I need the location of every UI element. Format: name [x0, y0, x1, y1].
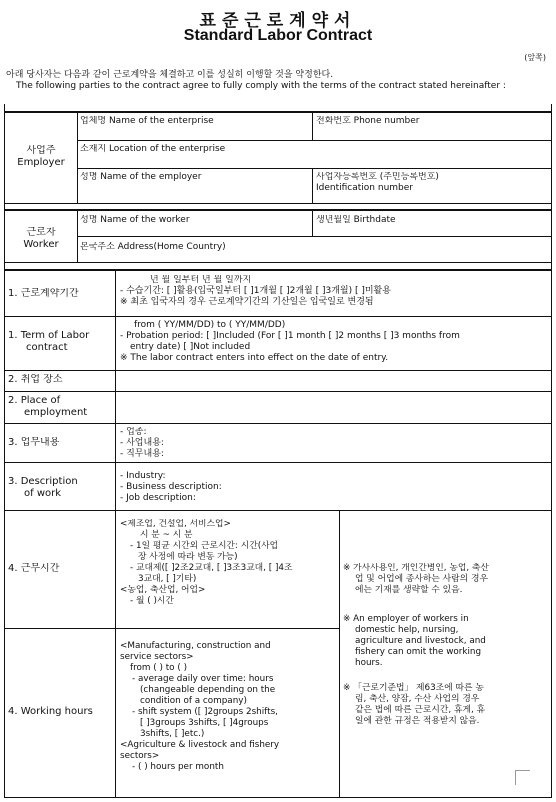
shift-en: - shift system ([ ]2groups 2shifts, — [132, 707, 278, 717]
place-label-en-line-2: employment — [24, 407, 88, 418]
labor-act-note-ko-cont-3: 일에 관한 규정은 적용받지 않음. — [355, 716, 480, 726]
employer-top-border — [4, 111, 552, 113]
terms-bottom-border — [4, 797, 552, 798]
worker-col-line — [312, 210, 313, 236]
intro-korean: 아래 당사자는 다음과 같이 근로계약을 체결하고 이를 성실히 이행할 것을 약정한다. — [6, 70, 334, 80]
employer-left-divider — [77, 112, 78, 204]
industry-en: - Industry: — [120, 471, 166, 481]
job-english-content — [120, 471, 548, 504]
intro-english: The following parties to the contract agree to fully comply with the terms of the contract stated hereinafter : — [16, 81, 506, 91]
term-period-ko: 년 월 일부터 년 월 일까지 — [150, 275, 252, 285]
employer-label-en: Employer — [17, 157, 65, 168]
hours-row-line — [4, 628, 340, 629]
omit-note-en: ※ An employer of workers in — [343, 614, 469, 624]
omit-note-ko: ※ 가사사용인, 개인간병인, 농업, 축산 — [343, 563, 489, 573]
identification-label-en: Identification number — [316, 183, 413, 193]
hours-sector-agriculture-en-cont: sectors> — [120, 751, 160, 761]
place-row-line — [4, 391, 552, 392]
overtime-en-cont-2: condition of a company) — [140, 696, 247, 706]
term-label-en-line-2: contract — [26, 342, 68, 353]
terms-label-divider — [115, 270, 116, 798]
terms-top-border — [4, 269, 552, 271]
omit-note-ko-cont-2: 에는 기재를 생략할 수 있음. — [355, 585, 463, 595]
worker-label-en: Worker — [23, 239, 59, 250]
place-bottom-line — [4, 423, 552, 424]
hours-time-range-ko: 시 분 ~ 시 분 — [140, 530, 193, 540]
business-ko: - 사업내용: — [120, 438, 164, 448]
probation-en: - Probation period: [ ]Included (For [ ]1 month [ ]2 months [ ]3 months from — [120, 331, 460, 341]
job-label-en-line-1: 3. Description — [8, 476, 78, 487]
hours-label-ko: 4. 근무시간 — [8, 563, 60, 574]
hours-sector-agriculture-ko: <농업, 축산업, 어업> — [120, 585, 206, 595]
omit-note-en-cont-2: agriculture and livestock, and — [355, 636, 486, 646]
omit-note-en-cont-3: fishery can omit the working — [355, 647, 482, 657]
hours-side-divider — [339, 511, 340, 798]
place-label-en-line-1: 2. Place of — [8, 395, 61, 406]
hours-time-range-en: from ( ) to ( ) — [130, 663, 188, 673]
worker-bottom-border — [4, 262, 552, 263]
term-note-en: ※ The labor contract enters into effect on the date of entry. — [120, 353, 389, 363]
hours-side-notes — [343, 563, 549, 727]
employer-label — [5, 145, 77, 169]
labor-act-note-ko: ※ 「근로기준법」 제63조에 따른 농 — [343, 683, 484, 693]
identification-number-field — [316, 172, 546, 194]
place-label-en — [8, 395, 114, 419]
overtime-en: - average daily over time: hours — [132, 674, 274, 684]
omit-note-en-cont-4: hours. — [355, 658, 383, 668]
term-korean-content — [120, 275, 548, 308]
enterprise-location-field: 소재지 Location of the enterprise — [80, 144, 226, 154]
monthly-hours-ko: - 월 ( )시간 — [130, 596, 174, 606]
probation-en-cont: entry date) [ ]Not included — [130, 342, 251, 352]
hours-korean-content — [120, 519, 338, 607]
job-korean-content — [120, 427, 548, 460]
job-label-en — [8, 476, 114, 500]
monthly-hours-en: - ( ) hours per month — [132, 762, 224, 772]
worker-name-field: 성명 Name of the worker — [80, 215, 190, 225]
employer-label-ko: 사업주 — [26, 145, 56, 156]
employer-row-line-1 — [77, 140, 552, 141]
omit-note-ko-cont: 업 및 어업에 종사하는 사람의 경우 — [355, 574, 488, 584]
place-label-ko: 2. 취업 장소 — [8, 374, 63, 385]
employer-col-line-2 — [312, 168, 313, 204]
shift-en-cont: [ ]3groups 3shifts, [ ]4groups — [140, 718, 269, 728]
business-en: - Business description: — [120, 482, 222, 492]
term-note-ko: ※ 최초 입국자의 경우 근로계약기간의 기산일은 입국일로 변경됨 — [120, 297, 374, 307]
omit-note-en-cont: domestic help, nursing, — [355, 625, 459, 635]
labor-act-note-ko-cont-2: 같은 법에 따른 근로시간, 휴게, 휴 — [355, 705, 486, 715]
title-english: Standard Labor Contract — [183, 27, 373, 44]
term-row-line — [4, 316, 552, 317]
employer-col-line-1 — [312, 112, 313, 140]
industry-ko: - 업종: — [120, 427, 147, 437]
employer-name-field: 성명 Name of the employer — [80, 172, 202, 182]
term-english-content — [120, 320, 548, 364]
term-label-en — [8, 330, 114, 354]
term-period-en: from ( YY/MM/DD) to ( YY/MM/DD) — [134, 320, 286, 330]
enterprise-name-field: 업체명 Name of the enterprise — [80, 116, 214, 126]
home-address-field: 본국주소 Address(Home Country) — [80, 242, 226, 252]
identification-label-ko: 사업자등록번호 (주민등록번호) — [316, 172, 439, 182]
job-row-line — [4, 462, 552, 463]
birthdate-field: 생년월일 Birthdate — [316, 215, 396, 225]
intro-text — [6, 70, 551, 92]
duty-ko: - 직무내용: — [120, 449, 164, 459]
hours-sector-manufacturing-ko: <제조업, 건설업, 서비스업> — [120, 519, 231, 529]
worker-top-border — [4, 209, 552, 211]
hours-sector-manufacturing-en-cont: service sectors> — [120, 652, 194, 662]
overtime-en-cont: (changeable depending on the — [140, 685, 276, 695]
hours-label-en: 4. Working hours — [8, 706, 93, 717]
job-bottom-line — [4, 510, 552, 511]
overtime-ko: - 1일 평균 시간외 근로시간: 시간(사업 — [130, 541, 279, 551]
labor-act-note-ko-cont: 림, 축산, 양잠, 수산 사업의 경우 — [355, 694, 480, 704]
term-bottom-line — [4, 370, 552, 371]
phone-number-field: 전화번호 Phone number — [316, 116, 420, 126]
worker-label — [5, 227, 77, 251]
hours-sector-manufacturing-en: <Manufacturing, construction and — [120, 641, 271, 651]
corner-mark — [515, 770, 530, 785]
term-label-ko: 1. 근로계약기간 — [8, 288, 79, 299]
worker-row-line — [77, 236, 552, 237]
probation-ko: - 수습기간: [ ]활용(입국일부터 [ ]1개월 [ ]2개월 [ ]3개월) [ ]미활용 — [120, 286, 391, 296]
front-page-note: (앞쪽) — [524, 53, 546, 62]
job-label-en-line-2: of work — [24, 488, 62, 499]
employer-row-line-2 — [77, 168, 552, 169]
worker-label-ko: 근로자 — [26, 227, 56, 238]
job-description-en: - Job description: — [120, 493, 196, 503]
employer-bottom-border — [4, 203, 552, 204]
overtime-ko-cont: 장 사정에 따라 변동 가능) — [138, 552, 238, 562]
hours-english-content — [120, 641, 338, 773]
title-korean: 표준근로계약서 — [199, 11, 357, 31]
shift-ko-cont: 3교대, [ ]기타) — [138, 574, 197, 584]
hours-sector-agriculture-en: <Agriculture & livestock and fishery — [120, 740, 280, 750]
shift-ko: - 교대제([ ]2조2교대, [ ]3조3교대, [ ]4조 — [130, 563, 293, 573]
job-label-ko: 3. 업무내용 — [8, 437, 60, 448]
shift-en-cont-2: 3shifts, [ ]etc.) — [140, 729, 205, 739]
term-label-en-line-1: 1. Term of Labor — [8, 330, 90, 341]
